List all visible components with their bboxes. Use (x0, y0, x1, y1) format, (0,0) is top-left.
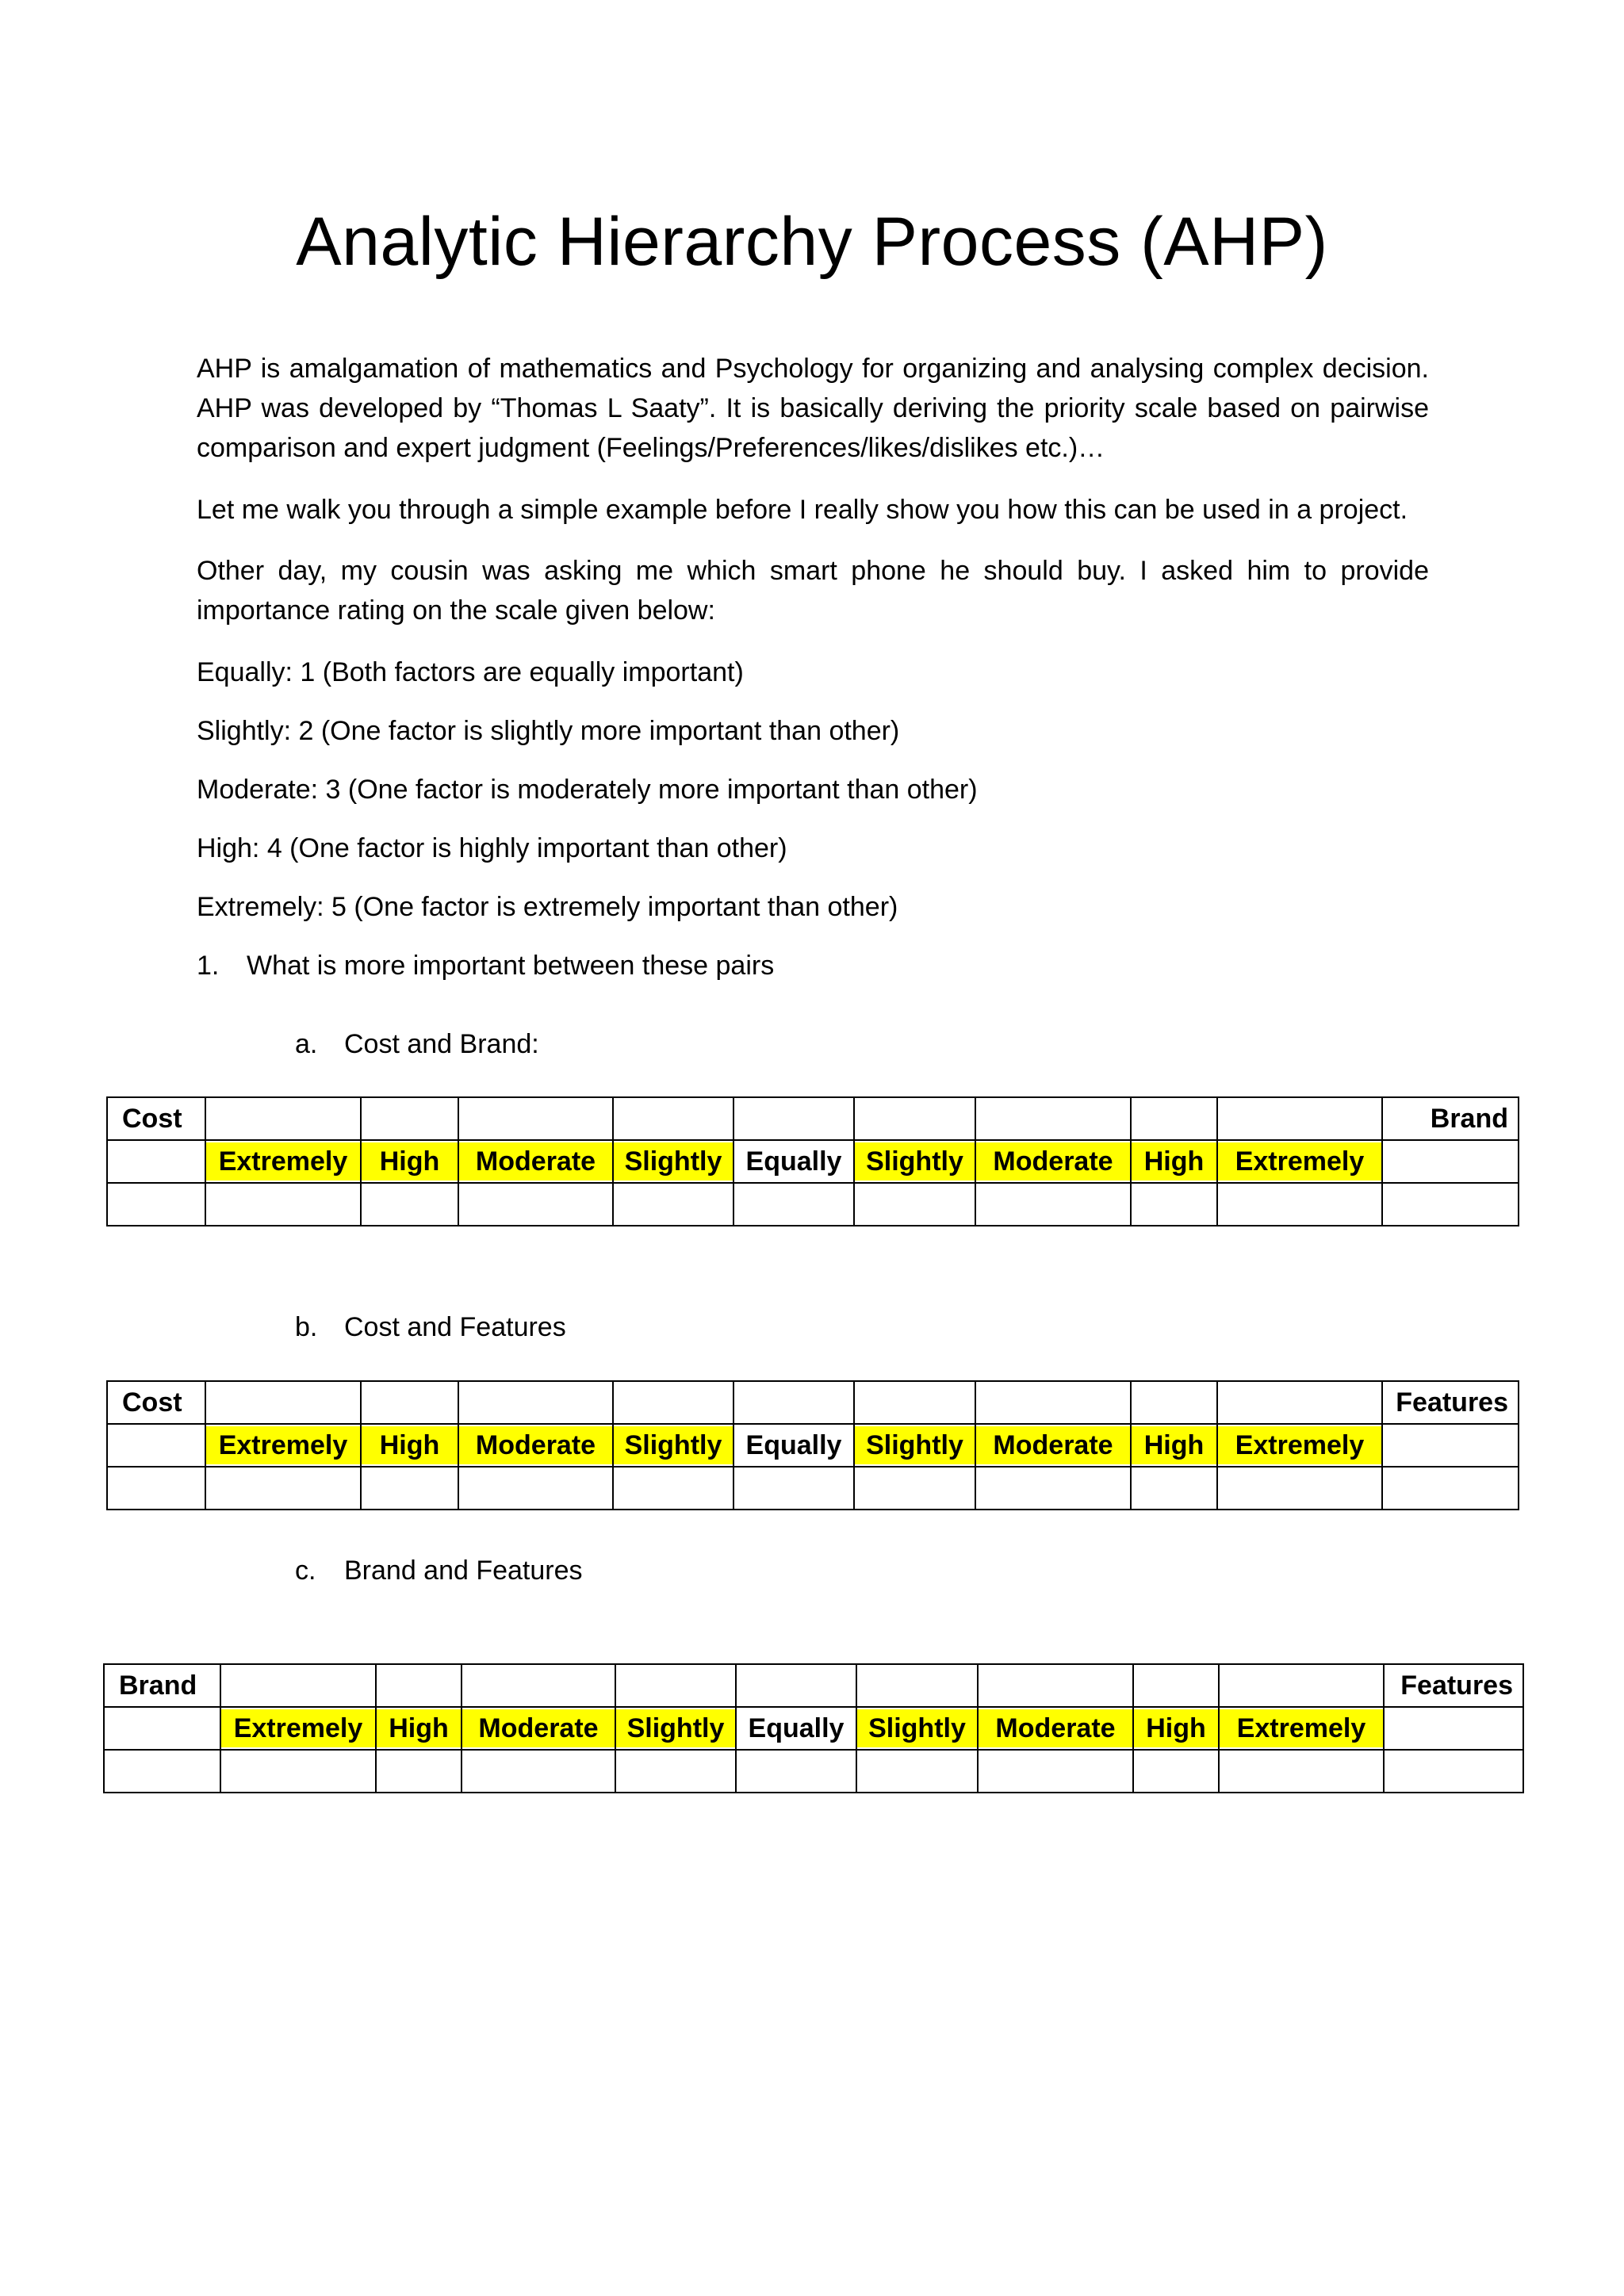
answer-cell[interactable] (856, 1750, 978, 1793)
scale-label-right-high: High (1133, 1707, 1219, 1750)
answer-cell[interactable] (1217, 1467, 1382, 1510)
left-factor-label: Cost (107, 1381, 205, 1424)
page-title: Analytic Hierarchy Process (AHP) (296, 204, 1328, 280)
answer-cell[interactable] (854, 1183, 975, 1226)
answer-cell[interactable] (361, 1183, 458, 1226)
scale-label-left-moderate: Moderate (458, 1140, 613, 1183)
answer-cell[interactable] (1382, 1183, 1519, 1226)
scale-label-right-high: High (1131, 1424, 1217, 1467)
answer-cell[interactable] (458, 1183, 613, 1226)
answer-cell[interactable] (205, 1183, 361, 1226)
answer-cell[interactable] (107, 1183, 205, 1226)
answer-cell[interactable] (613, 1467, 733, 1510)
answer-row[interactable] (107, 1183, 1519, 1226)
answer-cell[interactable] (1384, 1750, 1523, 1793)
scale-label-right-slightly: Slightly (856, 1707, 978, 1750)
scale-label-right-slightly: Slightly (854, 1424, 975, 1467)
scale-label-left-slightly: Slightly (615, 1707, 736, 1750)
scale-label-left-high: High (361, 1424, 458, 1467)
right-factor-label: Brand (1382, 1097, 1519, 1140)
pair-caption-text: Cost and Brand: (344, 1029, 539, 1059)
answer-cell[interactable] (1219, 1750, 1384, 1793)
question-number: 1. (197, 951, 220, 981)
scale-label-left-extremely: Extremely (205, 1424, 361, 1467)
answer-row[interactable] (104, 1750, 1523, 1793)
pair-caption-c (295, 1551, 583, 1590)
intro-paragraph-3: Other day, my cousin was asking me which smart phone he should buy. I asked him to provide importance rating on the scale given below: (197, 556, 1429, 626)
intro-paragraph-2: Let me walk you through a simple example before I really show you how this can be used in a project. (197, 495, 1408, 525)
scale-label-left-moderate: Moderate (462, 1707, 615, 1750)
answer-cell[interactable] (205, 1467, 361, 1510)
answer-cell[interactable] (1133, 1750, 1219, 1793)
scale-label-left-high: High (376, 1707, 462, 1750)
scale-label-right-high: High (1131, 1140, 1217, 1183)
scale-label-right-moderate: Moderate (978, 1707, 1133, 1750)
answer-cell[interactable] (975, 1183, 1131, 1226)
scale-label-left-extremely: Extremely (205, 1140, 361, 1183)
scale-label-left-extremely: Extremely (220, 1707, 376, 1750)
answer-cell[interactable] (733, 1183, 854, 1226)
scale-definition-high: High: 4 (One factor is highly important than other) (197, 833, 787, 863)
answer-cell[interactable] (613, 1183, 733, 1226)
left-factor-label: Brand (104, 1664, 220, 1707)
table-header-row (107, 1097, 1519, 1140)
answer-cell[interactable] (107, 1467, 205, 1510)
answer-cell[interactable] (1131, 1183, 1217, 1226)
left-factor-label: Cost (107, 1097, 205, 1140)
scale-label-right-extremely: Extremely (1217, 1424, 1382, 1467)
pair-letter: c. (295, 1556, 316, 1586)
answer-cell[interactable] (978, 1750, 1133, 1793)
comparison-table-brand-features (103, 1663, 1524, 1793)
scale-label-row (107, 1140, 1519, 1183)
scale-label-equally: Equally (733, 1140, 854, 1183)
scale-label-left-slightly: Slightly (613, 1424, 733, 1467)
scale-label-right-extremely: Extremely (1217, 1140, 1382, 1183)
table-header-row (104, 1664, 1523, 1707)
scale-label-right-moderate: Moderate (975, 1424, 1131, 1467)
scale-label-row (107, 1424, 1519, 1467)
pair-caption-a (295, 1024, 539, 1064)
scale-label-left-high: High (361, 1140, 458, 1183)
answer-row[interactable] (107, 1467, 1519, 1510)
answer-cell[interactable] (615, 1750, 736, 1793)
answer-cell[interactable] (104, 1750, 220, 1793)
scale-definition-moderate: Moderate: 3 (One factor is moderately more important than other) (197, 775, 978, 805)
answer-cell[interactable] (376, 1750, 462, 1793)
answer-cell[interactable] (1217, 1183, 1382, 1226)
answer-cell[interactable] (462, 1750, 615, 1793)
scale-label-right-extremely: Extremely (1219, 1707, 1384, 1750)
right-factor-label: Features (1384, 1664, 1523, 1707)
question-1 (197, 946, 774, 985)
answer-cell[interactable] (458, 1467, 613, 1510)
scale-label-right-slightly: Slightly (854, 1140, 975, 1183)
scale-label-right-moderate: Moderate (975, 1140, 1131, 1183)
answer-cell[interactable] (975, 1467, 1131, 1510)
comparison-table-cost-features (106, 1380, 1519, 1510)
scale-label-left-slightly: Slightly (613, 1140, 733, 1183)
question-text: What is more important between these pairs (247, 951, 775, 981)
pair-caption-text: Cost and Features (344, 1312, 566, 1342)
scale-definition-slightly: Slightly: 2 (One factor is slightly more important than other) (197, 716, 900, 746)
scale-label-equally: Equally (733, 1424, 854, 1467)
intro-paragraph-1: AHP is amalgamation of mathematics and Psychology for organizing and analysing complex decision. AHP was developed by “Thomas L Saaty”. It is basically deriving the priority scale based on pairwise comparison and expert judgment (Feelings/Preferences/likes/dislikes etc.)… (197, 354, 1429, 463)
scale-label-row (104, 1707, 1523, 1750)
comparison-table-cost-brand (106, 1096, 1519, 1226)
answer-cell[interactable] (736, 1750, 856, 1793)
answer-cell[interactable] (361, 1467, 458, 1510)
scale-label-left-moderate: Moderate (458, 1424, 613, 1467)
answer-cell[interactable] (733, 1467, 854, 1510)
answer-cell[interactable] (1382, 1467, 1519, 1510)
pair-caption-b (295, 1307, 566, 1347)
scale-definition-extremely: Extremely: 5 (One factor is extremely important than other) (197, 892, 898, 922)
answer-cell[interactable] (854, 1467, 975, 1510)
scale-label-equally: Equally (736, 1707, 856, 1750)
pair-letter: a. (295, 1029, 318, 1059)
table-header-row (107, 1381, 1519, 1424)
answer-cell[interactable] (220, 1750, 376, 1793)
pair-caption-text: Brand and Features (344, 1556, 583, 1586)
right-factor-label: Features (1382, 1381, 1519, 1424)
scale-definition-equally: Equally: 1 (Both factors are equally important) (197, 657, 744, 687)
answer-cell[interactable] (1131, 1467, 1217, 1510)
pair-letter: b. (295, 1312, 318, 1342)
